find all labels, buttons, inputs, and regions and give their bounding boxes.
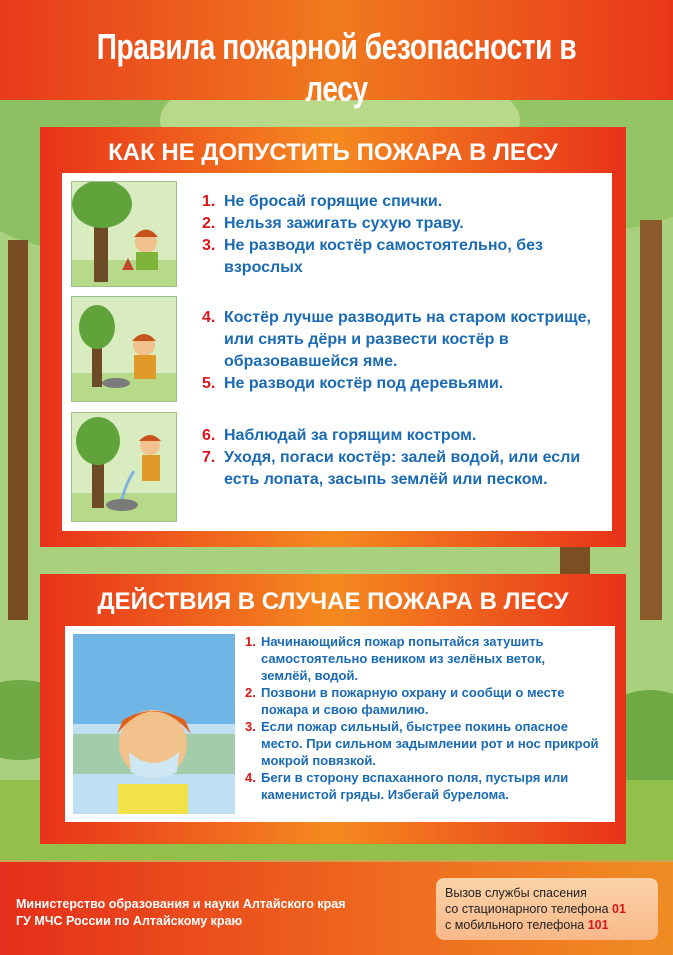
landline-line: со стационарного телефона 01 [445, 902, 626, 916]
rules-group-3 [202, 425, 592, 491]
poster-footer [0, 862, 673, 955]
action-rule-item: 1. Начинающийся пожар попытайся затушить самостоятельно веником из зелёных веток, землёй, водой. [245, 634, 546, 683]
picture-boy-extinguishing-fire [71, 412, 177, 522]
boy-with-matches-illustration [72, 182, 176, 286]
ministry-credits [16, 896, 346, 930]
actions-rules [245, 633, 605, 803]
boy-with-mask-illustration [73, 634, 235, 814]
prevention-heading: КАК НЕ ДОПУСТИТЬ ПОЖАРА В ЛЕСУ [108, 139, 558, 166]
rule-item: 4. Костёр лучше разводить на старом кострище, или снять дёрн и развести костёр в образовавшейся яме. [202, 309, 591, 370]
poster-header [0, 0, 673, 109]
rule-item: 7. Уходя, погаси костёр: залей водой, или если есть лопата, засыпь землёй или песком. [202, 449, 581, 488]
prevention-panel [40, 127, 626, 547]
call-title: Вызов службы спасения [445, 886, 587, 900]
action-rule-item: 2. Позвони в пожарную охрану и сообщи о месте пожара и свою фамилию. [245, 685, 565, 717]
rule-item: 3. Не разводи костёр самостоятельно, без взрослых [202, 237, 543, 276]
actions-card [65, 626, 615, 822]
actions-panel [40, 574, 626, 844]
rule-item: 2. Нельзя зажигать сухую траву. [202, 215, 464, 232]
landline-code: 01 [612, 902, 626, 916]
mobile-line: с мобильного телефона 101 [445, 918, 609, 932]
picture-boy-building-campfire [71, 296, 177, 402]
rules-group-2 [202, 307, 592, 395]
prevention-card [62, 173, 612, 531]
rule-item: 1. Не бросай горящие спички. [202, 193, 443, 210]
ministry-line-2: ГУ МЧС России по Алтайскому краю [16, 914, 243, 928]
action-rule-item: 4. Беги в сторону вспаханного поля, пустыря или каменистой гряды. Избегай бурелома. [245, 770, 569, 802]
actions-heading: ДЕЙСТВИЯ В СЛУЧАЕ ПОЖАРА В ЛЕСУ [97, 588, 569, 615]
poster-title: Правила пожарной безопасности в лесу [96, 26, 577, 109]
rule-item: 6. Наблюдай за горящим костром. [202, 427, 477, 444]
boy-extinguishing-fire-illustration [72, 413, 176, 521]
picture-boy-with-matches [71, 181, 177, 287]
boy-building-campfire-illustration [72, 297, 176, 401]
picture-boy-with-mask [73, 634, 235, 814]
ministry-line-1: Министерство образования и науки Алтайского края [16, 897, 346, 911]
emergency-call-box [436, 878, 658, 940]
rule-item: 5. Не разводи костёр под деревьями. [202, 375, 504, 392]
rules-group-1 [202, 191, 602, 279]
mobile-code: 101 [587, 918, 609, 932]
action-rule-item: 3. Если пожар сильный, быстрее покинь опасное место. При сильном задымлении рот и нос прикрой мокрой повязкой. [245, 719, 599, 768]
